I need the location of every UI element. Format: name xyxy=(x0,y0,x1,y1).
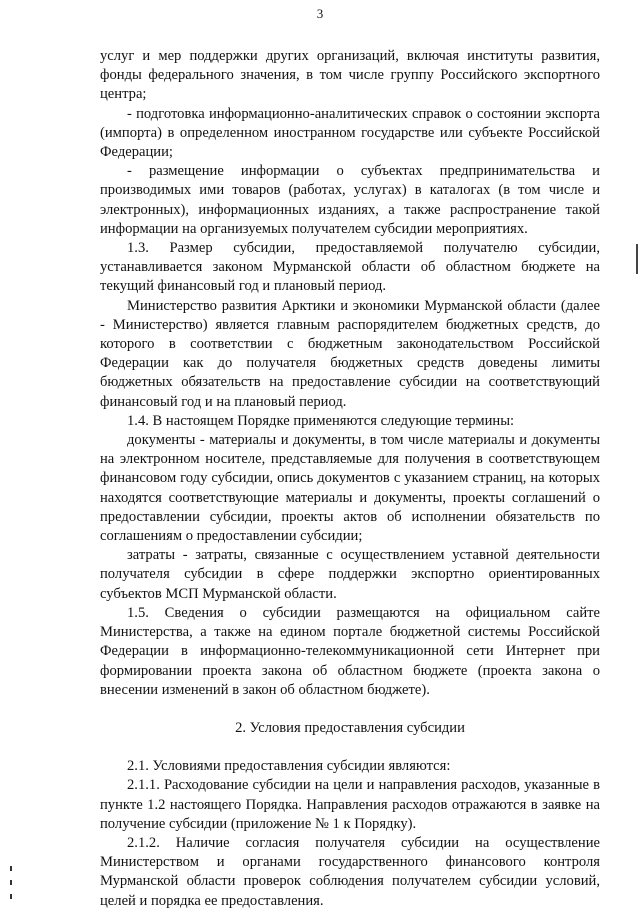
paragraph-ministry: Министерство развития Арктики и экономики Мурманской области (далее - Министерство) является главным распорядителем бюджетных средств, до которого в соответствии с бюджетным законодательством Российской Федерации как до получателя бюджетных средств доведены лимиты бюджетных обязательств на предоставление субсидии на соответствующий финансовый год и на плановый период. xyxy=(100,297,600,410)
binding-marks xyxy=(10,866,12,900)
clause-1-4: 1.4. В настоящем Порядке применяются следующие термины: xyxy=(127,412,515,429)
page-number: 3 xyxy=(316,6,324,21)
clause-2-1-2: 2.1.2. Наличие согласия получателя субсидии на осуществление Министерством и органами государственного финансового контроля Мурманской области проверок соблюдения получателем субсидии условий, целей и порядка ее предоставления. xyxy=(100,834,600,909)
paragraph-continuation: услуг и мер поддержки других организаций, включая институты развития, фонды федерального значения, в том числе группу Российского экспортного центра; xyxy=(100,48,600,103)
document-body xyxy=(100,47,600,911)
list-item-analytics: - подготовка информационно-аналитических справок о состоянии экспорта (импорта) в определенном иностранном государстве или субъекте Российской Федерации; xyxy=(100,105,600,161)
term-expenses: затраты - затраты, связанные с осуществлением уставной деятельности получателя субсидии в сфере поддержки экспортно ориентированных субъектов МСП Мурманской области. xyxy=(100,547,600,602)
section-title: 2. Условия предоставления субсидии xyxy=(235,719,465,736)
clause-2-1: 2.1. Условиями предоставления субсидии являются: xyxy=(127,758,451,775)
clause-2-1-1: 2.1.1. Расходование субсидии на цели и направления расходов, указанные в пункте 1.2 настоящего Порядка. Направления расходов отражаются в заявке на получение субсидии (приложение № 1 к Порядку). xyxy=(100,777,600,832)
clause-1-5: 1.5. Сведения о субсидии размещаются на официальном сайте Министерства, а также на едином портале бюджетной системы Российской Федерации в информационно-телекоммуникационной сети Интернет при формировании проекта закона об областном бюджете (проекта закона о внесении изменений в закон об областном бюджете). xyxy=(100,604,600,698)
list-item-catalog-info: - размещение информации о субъектах предпринимательства и производимых ими товаров (работах, услугах) в каталогах (в том числе и электронных), информационных изданиях, а также распространение такой информации на организуемых получателем субсидии мероприятиях. xyxy=(100,163,600,237)
term-documents: документы - материалы и документы, в том числе материалы и документы на электронном носителе, представляемые для получения в соответствующем финансовом году субсидии, опись документов с указанием страниц, на которых находятся соответствующие материалы и документы, проекты соглашений о предоставлении субсидии, проекты актов об исполнении обязательств по соглашениям о предоставлении субсидии; xyxy=(100,432,600,545)
clause-1-3: 1.3. Размер субсидии, предоставляемой получателю субсидии, устанавливается законом Мурманской области об областном бюджете на текущий финансовый год и плановый период. xyxy=(100,240,600,295)
scan-edge-mark xyxy=(636,244,638,274)
